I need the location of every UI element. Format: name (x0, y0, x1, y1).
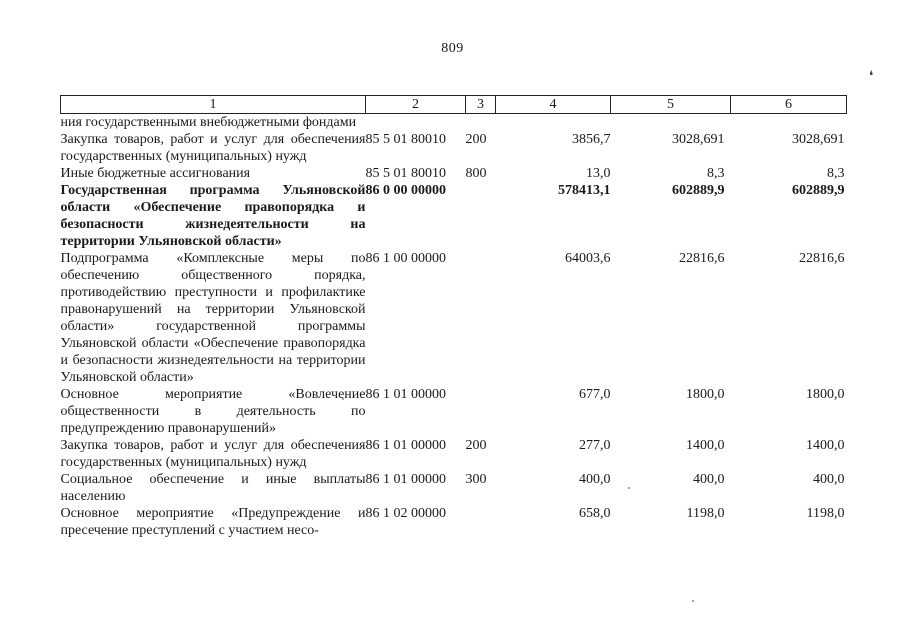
table-row (61, 165, 847, 182)
row-value-3 (731, 114, 847, 132)
row-expense-type (466, 250, 496, 386)
row-value-2: 3028,691 (672, 132, 725, 147)
row-value-3: 602889,9 (792, 183, 845, 198)
row-value-2: 22816,6 (679, 251, 725, 266)
column-header-6: 6 (731, 96, 847, 114)
row-expense-type (466, 114, 496, 132)
row-value-1: 64003,6 (565, 251, 611, 266)
column-header-3: 3 (466, 96, 496, 114)
column-header-2: 2 (366, 96, 466, 114)
column-header-1: 1 (61, 96, 366, 114)
row-value-1: 3856,7 (572, 132, 611, 147)
row-code: 86 1 00 00000 (365, 251, 446, 266)
row-code: 85 5 01 80010 (365, 166, 446, 181)
scan-mark: ❛ (869, 68, 874, 83)
row-name: Основное мероприятие «Вовлечение общественности в деятельность по предупреждению правонарушений» (60, 387, 366, 436)
row-value-2: 1800,0 (686, 387, 725, 402)
row-value-3: 3028,691 (792, 132, 845, 147)
column-header-4: 4 (496, 96, 611, 114)
row-value-3: 22816,6 (799, 251, 845, 266)
header-row (61, 96, 847, 114)
row-value-2: 602889,9 (672, 183, 725, 198)
row-value-3: 8,3 (827, 166, 845, 181)
row-code: 85 5 01 80010 (365, 132, 446, 147)
table-row (61, 386, 847, 437)
row-value-2: 400,0 (693, 472, 725, 487)
table-row (61, 250, 847, 386)
table-row (61, 437, 847, 471)
row-code: 86 0 00 00000 (365, 183, 446, 198)
row-expense-type (466, 505, 496, 539)
table-row (61, 182, 847, 250)
row-code: 86 1 01 00000 (365, 472, 446, 487)
row-expense-type: 200 (465, 132, 487, 147)
row-name: ния государственными внебюджетными фондами (60, 115, 357, 130)
row-value-1: 578413,1 (558, 183, 611, 198)
row-value-3: 1198,0 (806, 506, 845, 521)
row-value-1: 400,0 (579, 472, 611, 487)
row-value-2: 1198,0 (686, 506, 725, 521)
row-expense-type (466, 182, 496, 250)
table-row (61, 114, 847, 132)
column-header-5: 5 (611, 96, 731, 114)
row-name: Иные бюджетные ассигнования (60, 166, 251, 181)
row-expense-type: 200 (465, 438, 487, 453)
row-value-1: 677,0 (579, 387, 611, 402)
row-expense-type: 800 (465, 166, 487, 181)
row-value-3: 1400,0 (806, 438, 845, 453)
row-value-1: 658,0 (579, 506, 611, 521)
row-value-1 (496, 114, 611, 132)
row-name: Подпрограмма «Комплексные меры по обеспечению общественного порядка, противодействию преступности и профилактике правонарушений на территории Ульяновской области» государственной программы Ульяновской области «Обеспечение правопорядка и безопасности жизнедеятельности на территории Ульяновской области» (60, 251, 366, 385)
row-code (366, 114, 466, 132)
row-value-3: 400,0 (813, 472, 845, 487)
row-code: 86 1 02 00000 (365, 506, 446, 521)
row-name: Государственная программа Ульяновской области «Обеспечение правопорядка и безопасности жизнедеятельности на территории Ульяновской области» (60, 183, 366, 249)
row-value-1: 277,0 (579, 438, 611, 453)
table-row (61, 131, 847, 165)
row-code: 86 1 01 00000 (365, 438, 446, 453)
row-value-3: 1800,0 (806, 387, 845, 402)
row-expense-type: 300 (465, 472, 487, 487)
row-value-2: 8,3 (707, 166, 725, 181)
row-code: 86 1 01 00000 (365, 387, 446, 402)
row-value-2: 1400,0 (686, 438, 725, 453)
row-name: Основное мероприятие «Предупреждение и пресечение преступлений с участием несо- (60, 506, 366, 538)
scan-speck (692, 600, 694, 602)
row-value-1: 13,0 (586, 166, 611, 181)
row-name: Социальное обеспечение и иные выплаты населению (60, 472, 366, 504)
table-row (61, 471, 847, 505)
row-name: Закупка товаров, работ и услуг для обеспечения государственных (муниципальных) нужд (60, 438, 366, 470)
row-expense-type (466, 386, 496, 437)
page-number: 809 (441, 41, 464, 56)
row-value-2 (611, 114, 731, 132)
budget-table (60, 95, 847, 539)
table-row (61, 505, 847, 539)
row-name: Закупка товаров, работ и услуг для обеспечения государственных (муниципальных) нужд (60, 132, 366, 164)
